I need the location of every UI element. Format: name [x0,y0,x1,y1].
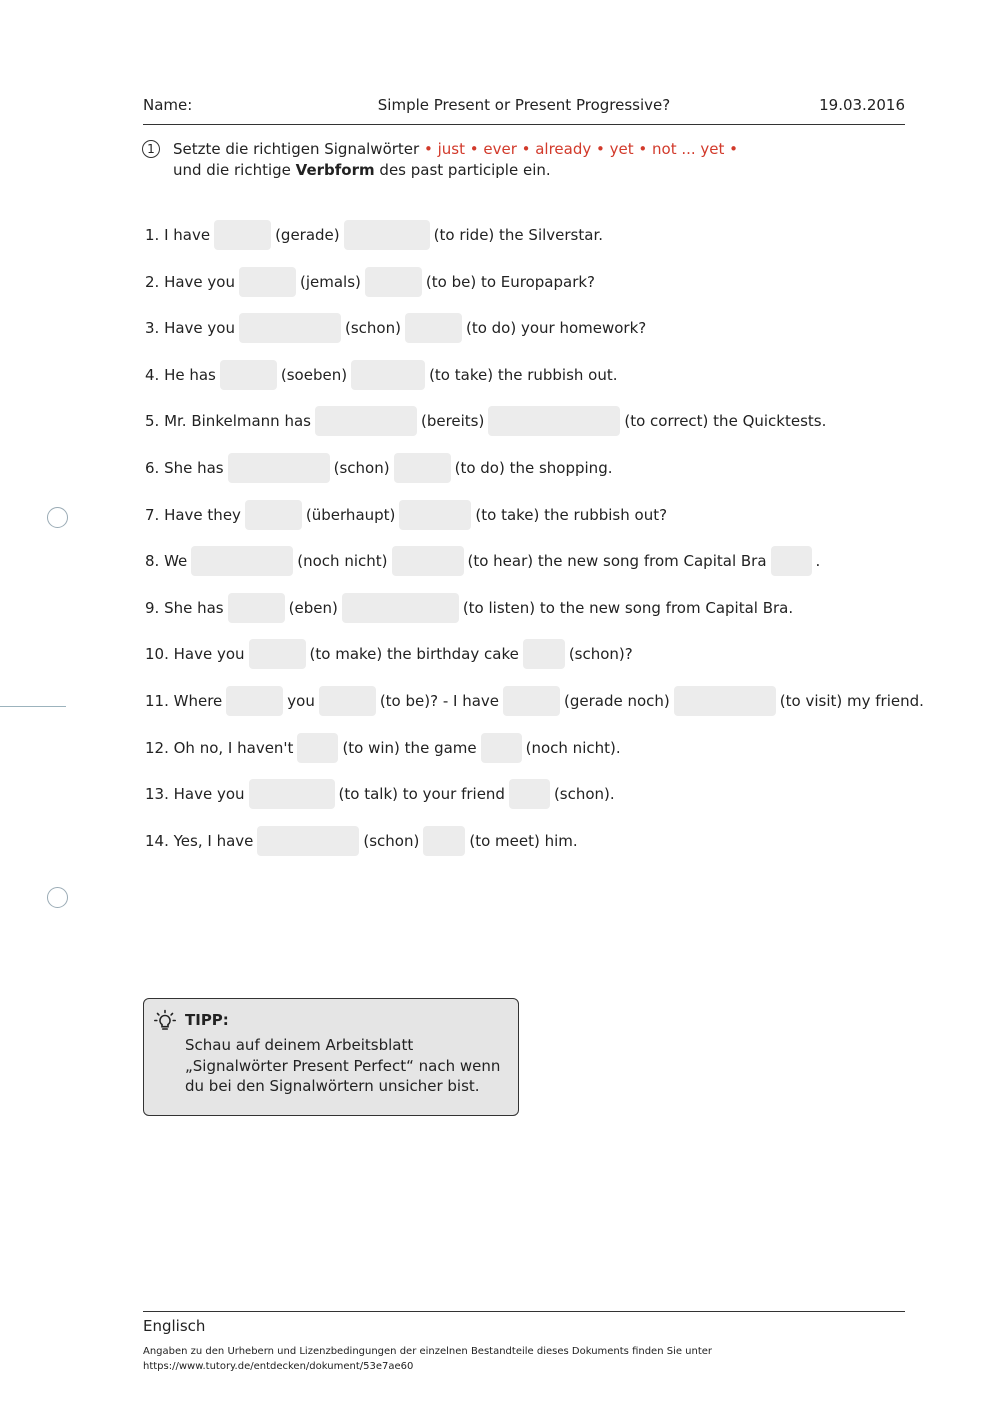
answer-gap[interactable] [771,546,812,576]
answer-gap[interactable] [481,733,522,763]
answer-gap[interactable] [228,593,285,623]
exercise-text: . [815,552,821,571]
answer-gap[interactable] [257,826,359,856]
answer-gap[interactable] [523,639,565,669]
exercise-text: (to visit) my friend. [779,692,924,710]
exercise-row [143,733,623,763]
exercise-text: 2. Have you [145,272,235,291]
exercise-text: (to hear) the new song from Capital Bra [467,552,767,571]
header-divider [143,124,905,125]
answer-gap[interactable] [342,593,459,623]
exercise-text: (to do) your homework? [465,319,647,338]
answer-gap[interactable] [423,826,465,856]
exercise-text: 14. Yes, I have [145,831,254,850]
footer-divider [143,1311,905,1312]
answer-gap[interactable] [488,406,620,436]
exercise-text: 4. He has [145,365,216,384]
exercise-text: (jemals) [300,272,361,291]
exercise-text: (to ride) the Silverstar. [433,226,603,244]
exercise-row [143,546,822,576]
exercise-text: (überhaupt) [305,505,396,524]
exercise-text: (to be)? - I have [379,692,500,710]
answer-gap[interactable] [674,686,776,716]
exercise-text: (to do) the shopping. [454,459,613,477]
exercise-text: 8. We [145,552,188,571]
signal-words: • just • ever • already • yet • not ... yet • [423,140,739,158]
answer-gap[interactable] [226,686,283,716]
answer-gap[interactable] [245,500,302,530]
exercise-text: 13. Have you [145,785,245,804]
worksheet-date: 19.03.2016 [819,96,905,114]
exercise-row [143,313,648,343]
name-label: Name: [143,96,193,114]
exercise-row [143,360,620,390]
exercise-row [143,500,669,530]
answer-gap[interactable] [405,313,462,343]
footer-note-line1: Angaben zu den Urhebern und Lizenzbedingungen der einzelnen Bestandteile dieses Dokuments finden Sie unter [143,1346,713,1357]
answer-gap[interactable] [365,267,422,297]
tip-text: Schau auf deinem Arbeitsblatt „Signalwörter Present Perfect“ nach wenn du bei den Signalwörtern unsicher bist. [185,1036,501,1095]
answer-gap[interactable] [191,546,293,576]
exercise-text: (noch nicht) [297,552,388,571]
tip-title: TIPP: [185,1011,229,1029]
exercise-text: (to talk) to your friend [338,785,505,804]
exercise-text: 11. Where [145,692,223,710]
exercise-row [143,267,597,297]
exercise-text: 5. Mr. Binkelmann has [145,412,311,431]
answer-gap[interactable] [249,779,335,809]
exercise-text: 12. Oh no, I haven't [145,738,294,757]
exercise-text: (to meet) him. [469,831,578,850]
exercise-text: (to correct) the Quicktests. [624,412,827,431]
exercise-text: you [287,692,315,710]
instruction-bold-word: Verbform [295,160,375,179]
exercise-row [143,453,614,483]
instruction-line2-suffix: des past participle ein. [379,160,551,179]
answer-gap[interactable] [509,779,550,809]
answer-gap[interactable] [220,360,277,390]
answer-gap[interactable] [503,686,560,716]
answer-gap[interactable] [319,686,376,716]
exercise-text: (schon)? [568,645,633,664]
answer-gap[interactable] [392,546,464,576]
exercise-row [143,779,617,809]
answer-gap[interactable] [214,220,271,250]
exercise-text: (to take) the rubbish out? [475,505,668,524]
answer-gap[interactable] [344,220,430,250]
punch-hole-bottom [47,887,68,908]
exercise-text: (bereits) [420,412,485,431]
exercise-text: (to win) the game [342,738,477,757]
exercise-text: (noch nicht). [525,738,621,757]
footer-license-note [143,1344,712,1374]
footer-subject: Englisch [143,1317,206,1335]
exercise-text: (gerade noch) [564,692,670,710]
task-number-badge: 1 [142,140,160,158]
tip-box [143,998,519,1116]
exercise-text: (schon). [553,785,615,804]
answer-gap[interactable] [239,313,341,343]
exercise-text: 6. She has [145,459,224,477]
exercise-text: 7. Have they [145,505,241,524]
worksheet-title: Simple Present or Present Progressive? [377,96,671,114]
exercise-text: (eben) [288,598,338,617]
answer-gap[interactable] [249,639,306,669]
exercise-text: (gerade) [275,226,340,244]
exercise-row [143,593,795,623]
exercise-row [143,639,635,669]
footer-note-url: https://www.tutory.de/entdecken/dokument/53e7ae60 [143,1361,414,1372]
lightbulb-icon [153,1009,177,1033]
exercise-text: (to take) the rubbish out. [429,365,618,384]
answer-gap[interactable] [394,453,451,483]
fold-mark [0,706,66,707]
exercise-row [143,826,580,856]
exercise-row [143,406,828,436]
answer-gap[interactable] [297,733,338,763]
answer-gap[interactable] [399,500,471,530]
answer-gap[interactable] [228,453,330,483]
punch-hole-top [47,507,68,528]
exercise-text: 1. I have [145,226,211,244]
exercise-text: (schon) [333,459,390,477]
exercise-text: (to make) the birthday cake [309,645,519,664]
exercise-text: 9. She has [145,598,224,617]
answer-gap[interactable] [315,406,417,436]
exercise-text: (soeben) [280,365,348,384]
exercise-row [143,220,605,250]
exercise-text: 10. Have you [145,645,245,664]
exercise-text: (to be) to Europapark? [425,272,596,291]
exercise-row [143,686,926,716]
exercise-text: (to listen) to the new song from Capital Bra. [462,598,794,617]
exercise-text: 3. Have you [145,319,235,338]
exercise-text: (schon) [363,831,420,850]
answer-gap[interactable] [239,267,296,297]
exercise-text: (schon) [345,319,401,338]
instruction-text: Setzte die richtigen Signalwörter [173,140,420,158]
task-instruction [173,139,738,180]
answer-gap[interactable] [351,360,425,390]
instruction-line2-prefix: und die richtige [173,160,291,179]
